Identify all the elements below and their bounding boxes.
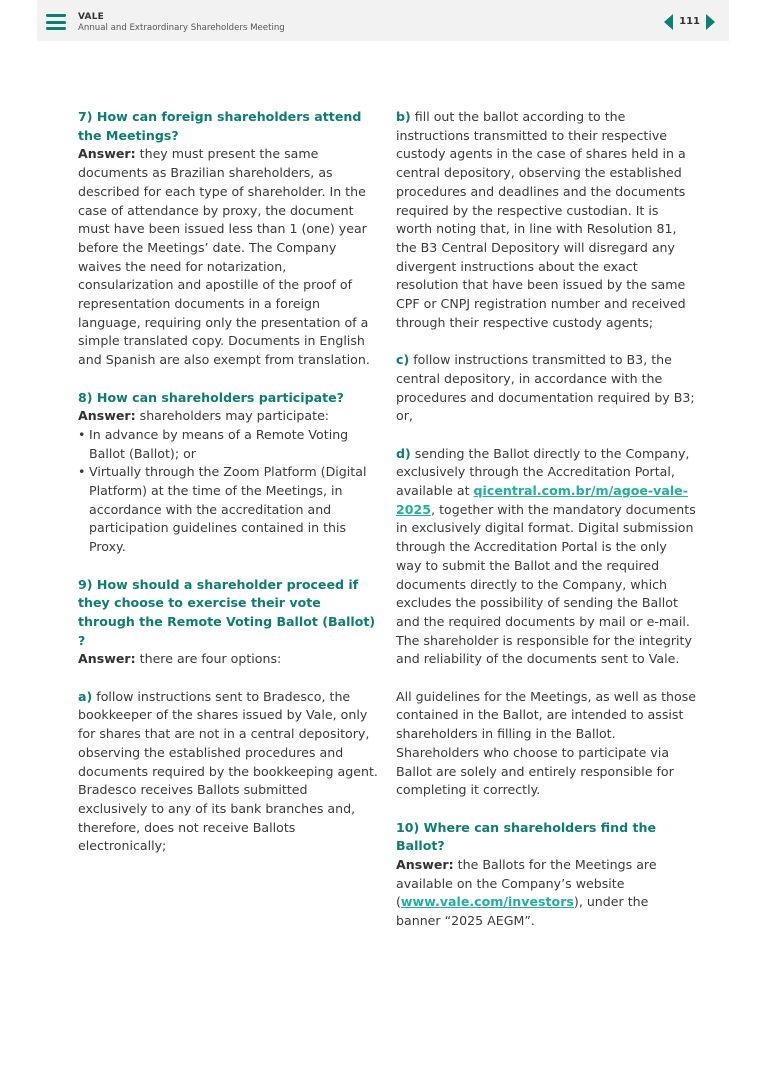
answer-10 bbox=[396, 856, 696, 931]
page-number: 111 bbox=[679, 16, 700, 27]
brand-name: VALE bbox=[78, 12, 105, 22]
list-item: • In advance by means of a Remote Voting Ballot (Ballot); or bbox=[78, 426, 378, 463]
question-9: 9) How should a shareholder proceed if they choose to exercise their vote through the Remote Voting Ballot (Ballot) ? bbox=[78, 576, 376, 648]
question-8: 8) How can shareholders participate? bbox=[78, 389, 344, 405]
answer-label: Answer: bbox=[396, 857, 454, 873]
option-letter: c) bbox=[396, 352, 410, 368]
arrow-left-icon[interactable] bbox=[664, 14, 673, 30]
answer-text: ), under the banner “2025 AEGM”. bbox=[396, 894, 649, 929]
option-letter: b) bbox=[396, 109, 411, 124]
arrow-right-icon[interactable] bbox=[706, 14, 715, 30]
page-navigator bbox=[664, 13, 715, 30]
option-text: follow instructions sent to Bradesco, the bookkeeper of the shares issued by Vale, only for shares that are not in a central depository, observing the established procedures and documents required by the bookkeeping agent. Bradesco receives Ballots submitted exclusively to any of its bank branches and, therefore, does not receive Ballots electronically; bbox=[78, 688, 378, 854]
option-letter: a) bbox=[78, 688, 93, 704]
answer-label: Answer: bbox=[78, 146, 136, 162]
option-text: , together with the mandatory documents in exclusively digital format. Digital submission through the Accreditation Portal is the only way to submit the Ballot and the required documents directly to the Company, which excludes the possibility of sending the Ballot and the required documents by mail or e-mail. The shareholder is responsible for the integrity and reliability of the documents sent to Vale. bbox=[396, 501, 696, 667]
document-subtitle: Annual and Extraordinary Shareholders Meeting bbox=[78, 23, 285, 33]
option-text: follow instructions transmitted to B3, the central depository, in accordance with the procedures and documentation required by B3; or, bbox=[396, 352, 695, 424]
page-header bbox=[37, 0, 729, 41]
option-c bbox=[396, 351, 696, 426]
answer-text: the Ballots for the Meetings are available on the Company’s website ( bbox=[396, 857, 657, 910]
option-d bbox=[396, 445, 696, 669]
investors-link[interactable]: www.vale.com/investors bbox=[400, 894, 574, 910]
option-b bbox=[396, 108, 696, 332]
menu-icon[interactable] bbox=[46, 14, 66, 30]
participation-list bbox=[78, 426, 378, 557]
answer-text: shareholders may participate: bbox=[135, 408, 330, 424]
left-column bbox=[78, 108, 378, 856]
question-7: 7) How can foreign shareholders attend the Meetings? bbox=[78, 109, 362, 143]
option-letter: d) bbox=[396, 445, 411, 461]
portal-link[interactable]: qicentral.com.br/m/agoe-vale-2025 bbox=[396, 483, 688, 517]
answer-text: there are four options: bbox=[135, 651, 282, 667]
answer-8 bbox=[78, 407, 378, 426]
option-a bbox=[78, 688, 378, 856]
answer-label: Answer: bbox=[78, 408, 136, 424]
list-item: • Virtually through the Zoom Platform (Digital Platform) at the time of the Meetings, in accordance with the accreditation and participation guidelines contained in this Proxy. bbox=[78, 463, 378, 557]
option-text: fill out the ballot according to the instructions transmitted to their respective custody agents in the case of shares held in a central depository, observing the established procedures and deadlines and the documents required by the respective custodian. It is worth noting that, in line with Resolution 81, the B3 Central Depository will disregard any divergent instructions about the exact resolution that have been issued by the same CPF or CNPJ registration number and received through their respective custody agents; bbox=[396, 109, 686, 330]
answer-text: they must present the same documents as Brazilian shareholders, as described for each type of shareholder. In the case of attendance by proxy, the document must have been issued less than 1 (one) year before the Meetings’ date. The Company waives the need for notarization, consularization and apostille of the proof of representation documents in a foreign language, requiring only the presentation of a simple translated copy. Documents in English and Spanish are also exempt from translation. bbox=[78, 146, 370, 368]
answer-9 bbox=[78, 650, 378, 669]
question-10: 10) Where can shareholders find the Ballot? bbox=[396, 819, 657, 854]
option-text: sending the Ballot directly to the Company, exclusively through the Accreditation Portal, available at bbox=[396, 445, 690, 499]
guidelines-paragraph: All guidelines for the Meetings, as well as those contained in the Ballot, are intended to assist shareholders in filling in the Ballot. Shareholders who choose to participate via Ballot are solely and entirely responsible for completing it correctly. bbox=[396, 688, 697, 798]
right-column bbox=[396, 108, 696, 931]
answer-label: Answer: bbox=[78, 651, 136, 667]
answer-7 bbox=[78, 145, 378, 369]
